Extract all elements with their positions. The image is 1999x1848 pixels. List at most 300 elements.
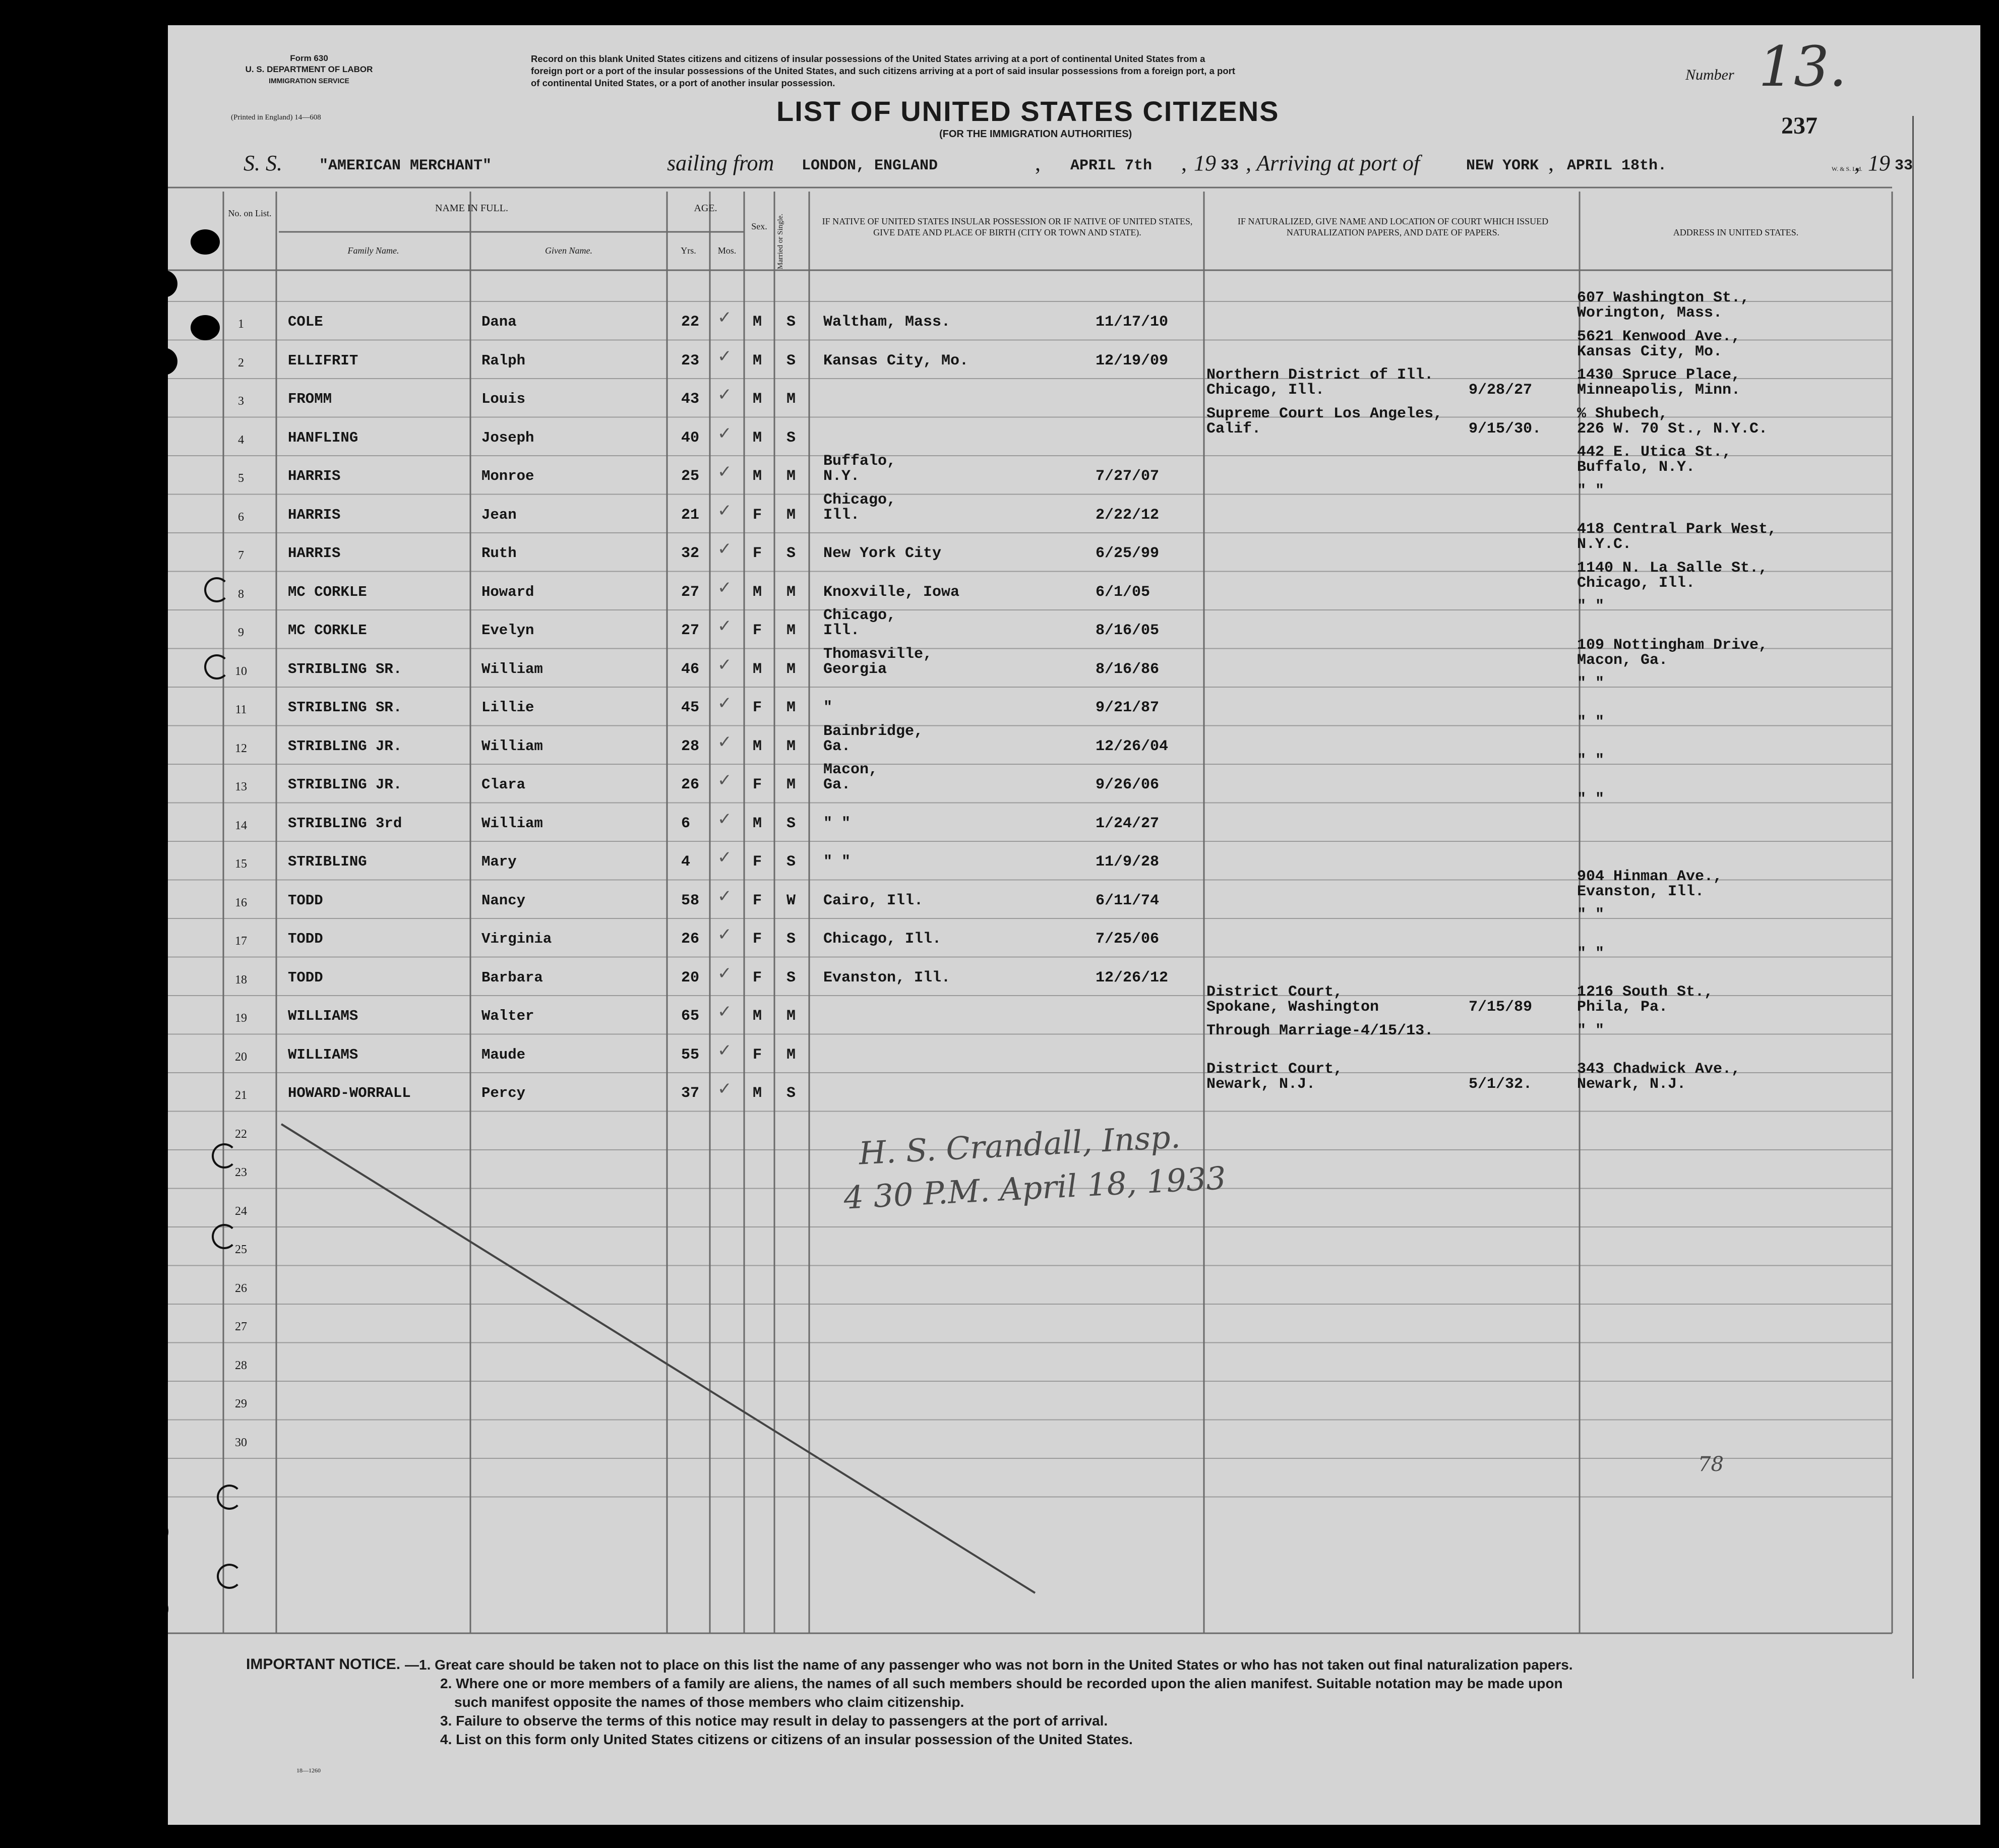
row-number: 3 xyxy=(238,395,244,408)
binder-hole xyxy=(141,1595,168,1623)
address-line-1: 418 Central Park West, xyxy=(1577,521,1777,538)
age-years: 46 xyxy=(681,660,700,678)
binder-hole xyxy=(120,1173,147,1200)
address-line-1: " " xyxy=(1577,752,1605,769)
check-mark: ✓ xyxy=(717,847,732,868)
birth-date: 11/9/28 xyxy=(1096,853,1160,871)
row-number: 11 xyxy=(235,703,247,716)
birth-place: " " xyxy=(823,853,851,871)
notice-item-1: —1. Great care should be taken not to place on this list the name of any passenger who was not born in the United States or who has not taken out final naturalization papers. xyxy=(405,1657,1573,1673)
department: U. S. DEPARTMENT OF LABOR xyxy=(245,65,373,74)
naturalization-court: District Court, xyxy=(1206,1061,1343,1078)
sex: M xyxy=(753,352,762,369)
age-years: 65 xyxy=(681,1008,700,1025)
marital-status: S xyxy=(786,314,796,331)
marital-status: W xyxy=(786,892,796,909)
comma-3: , xyxy=(1548,151,1554,175)
birth-place: Bainbridge, xyxy=(823,722,924,740)
header-list-no: No. on List. xyxy=(228,208,272,218)
header-family-name: Family Name. xyxy=(347,245,399,256)
row-number: 26 xyxy=(235,1281,247,1295)
comma-2: , xyxy=(1181,151,1187,175)
family-name: FROMM xyxy=(288,391,332,407)
birth-place: Waltham, Mass. xyxy=(823,314,951,331)
age-years: 37 xyxy=(681,1085,700,1102)
naturalization-court: Supreme Court Los Angeles, xyxy=(1206,405,1443,422)
row-number: 25 xyxy=(235,1243,247,1256)
family-name: TODD xyxy=(288,969,323,986)
birth-date: 6/25/99 xyxy=(1096,545,1160,562)
family-name: STRIBLING xyxy=(288,853,367,870)
birth-place: New York City xyxy=(823,545,942,562)
marital-status: M xyxy=(786,1046,796,1064)
birth-date: 12/19/09 xyxy=(1096,352,1169,369)
list-number: 13. xyxy=(1759,34,1847,99)
row-number: 7 xyxy=(238,549,244,562)
notice-item-2: 2. Where one or more members of a family are aliens, the names of all such members should be recorded upon the alien manifest. Suitable notation may be made upon xyxy=(440,1676,1563,1691)
given-name: Lillie xyxy=(481,699,534,716)
birth-place: Chicago, xyxy=(823,491,896,509)
marital-status: M xyxy=(786,506,796,524)
naturalization-date: 9/15/30. xyxy=(1469,420,1542,438)
given-name: Dana xyxy=(481,314,517,330)
birth-date: 7/25/06 xyxy=(1096,931,1160,948)
age-years: 45 xyxy=(681,699,700,716)
birth-place-line-2: Ga. xyxy=(823,776,851,793)
birth-place: Chicago, xyxy=(823,607,896,624)
check-mark: ✓ xyxy=(717,770,732,790)
birth-place: Evanston, Ill. xyxy=(823,969,951,987)
binder-hole xyxy=(217,1564,242,1589)
sex: M xyxy=(753,583,762,601)
address-line-1: " " xyxy=(1577,713,1605,731)
marital-status: S xyxy=(786,853,796,871)
sex: F xyxy=(753,853,762,871)
departure-port: LONDON, ENGLAND xyxy=(802,157,938,174)
form-number: Form 630 xyxy=(290,53,328,63)
check-mark: ✓ xyxy=(717,886,732,906)
sex: M xyxy=(753,314,762,331)
birth-place-line-2: N.Y. xyxy=(823,468,860,485)
binder-hole xyxy=(120,1255,147,1282)
notice-item-3: 3. Failure to observe the terms of this notice may result in delay to passengers at the port of arrival. xyxy=(440,1713,1108,1729)
sex: M xyxy=(753,1008,762,1025)
age-years: 20 xyxy=(681,969,700,987)
birth-place: Knoxville, Iowa xyxy=(823,583,960,601)
check-mark: ✓ xyxy=(717,1002,732,1022)
marital-status: S xyxy=(786,815,796,832)
check-mark: ✓ xyxy=(717,963,732,983)
row-number: 18 xyxy=(235,973,247,987)
row-number: 28 xyxy=(235,1359,247,1372)
family-name: TODD xyxy=(288,931,323,947)
record-line-3: of continental United States, or a port of another insular possession. xyxy=(531,78,835,88)
age-years: 40 xyxy=(681,429,700,447)
sex: F xyxy=(753,622,762,639)
check-mark: ✓ xyxy=(717,423,732,444)
naturalization-location: Calif. xyxy=(1206,420,1261,438)
page-number: 237 xyxy=(1781,112,1818,139)
address-line-2: Chicago, Ill. xyxy=(1577,574,1695,592)
naturalization-date: 9/28/27 xyxy=(1469,382,1533,399)
header-age: AGE. xyxy=(694,203,717,214)
header-mos: Mos. xyxy=(717,245,737,256)
address-line-1: 904 Hinman Ave., xyxy=(1577,868,1723,885)
marital-status: M xyxy=(786,776,796,793)
family-name: STRIBLING 3rd xyxy=(288,815,402,832)
naturalization-court: Northern District of Ill. xyxy=(1206,366,1434,384)
family-name: ELLIFRIT xyxy=(288,352,358,369)
address-line-1: 343 Chadwick Ave., xyxy=(1577,1061,1741,1078)
marital-status: M xyxy=(786,699,796,716)
naturalization-court: District Court, xyxy=(1206,983,1343,1001)
birth-place: Macon, xyxy=(823,761,878,778)
marital-status: M xyxy=(786,622,796,639)
address-line-1: " " xyxy=(1577,482,1605,500)
age-years: 21 xyxy=(681,506,700,524)
sex: F xyxy=(753,506,762,524)
header-married-single: Married or Single. xyxy=(776,213,784,270)
footer-code: 18—1260 xyxy=(296,1767,321,1774)
address-line-2: Minneapolis, Minn. xyxy=(1577,382,1741,399)
naturalization-location: Chicago, Ill. xyxy=(1206,382,1325,399)
family-name: STRIBLING SR. xyxy=(288,699,402,716)
sex: M xyxy=(753,815,762,832)
row-number: 4 xyxy=(238,433,244,447)
sex: F xyxy=(753,892,762,909)
row-number: 13 xyxy=(235,780,247,793)
address-line-1: 109 Nottingham Drive, xyxy=(1577,636,1768,654)
binder-hole xyxy=(191,229,220,255)
marital-status: M xyxy=(786,391,796,408)
birth-place: " " xyxy=(823,815,851,832)
check-mark: ✓ xyxy=(717,462,732,482)
age-years: 26 xyxy=(681,776,700,793)
birth-place: " xyxy=(823,699,833,716)
row-number: 20 xyxy=(235,1050,247,1064)
age-years: 32 xyxy=(681,545,700,562)
marital-status: M xyxy=(786,468,796,485)
notice-item-4: 4. List on this form only United States citizens or citizens of an insular possession of the United States. xyxy=(440,1732,1133,1747)
age-years: 58 xyxy=(681,892,700,909)
birth-date: 7/27/07 xyxy=(1096,468,1160,485)
address-line-2: N.Y.C. xyxy=(1577,536,1632,553)
row-number: 21 xyxy=(235,1089,247,1102)
age-years: 22 xyxy=(681,314,700,331)
given-name: Walter xyxy=(481,1008,534,1024)
given-name: Ralph xyxy=(481,352,526,369)
arrival-date: APRIL 18th. xyxy=(1567,157,1667,174)
row-number: 27 xyxy=(235,1320,247,1333)
row-number: 9 xyxy=(238,626,244,639)
family-name: HANFLING xyxy=(288,429,358,446)
printed-note: (Printed in England) 14—608 xyxy=(231,113,321,121)
age-years: 26 xyxy=(681,931,700,948)
marital-status: S xyxy=(786,545,796,562)
comma-4: , xyxy=(1854,151,1860,175)
departure-year: 33 xyxy=(1221,157,1239,174)
row-number: 23 xyxy=(235,1166,247,1179)
inspector-signature: H. S. Crandall, Insp. xyxy=(858,1118,1181,1172)
binder-hole xyxy=(212,1143,237,1168)
age-years: 55 xyxy=(681,1046,700,1064)
header-sex: Sex. xyxy=(751,221,767,231)
row-number: 6 xyxy=(238,510,244,524)
check-mark: ✓ xyxy=(717,925,732,945)
family-name: STRIBLING JR. xyxy=(288,737,402,755)
year-prefix-1: 19 xyxy=(1194,151,1216,175)
printer-mark: W. & S. Ltd. xyxy=(1832,165,1862,172)
binder-hole xyxy=(204,577,229,602)
marital-status: S xyxy=(786,429,796,447)
marital-status: M xyxy=(786,737,796,755)
age-years: 27 xyxy=(681,622,700,639)
address-line-2: Macon, Ga. xyxy=(1577,651,1668,669)
age-years: 6 xyxy=(681,815,691,832)
check-mark: ✓ xyxy=(717,809,732,829)
birth-place-line-2: Ga. xyxy=(823,737,851,755)
row-number: 5 xyxy=(238,472,244,485)
header-address: ADDRESS IN UNITED STATES. xyxy=(1673,227,1799,237)
birth-place-line-2: Ill. xyxy=(823,506,860,524)
ship-name: "AMERICAN MERCHANT" xyxy=(319,157,492,174)
birth-place: Kansas City, Mo. xyxy=(823,352,969,369)
address-line-1: 5621 Kenwood Ave., xyxy=(1577,328,1741,345)
row-number: 16 xyxy=(235,896,247,909)
given-name: William xyxy=(481,815,543,832)
address-line-2: Kansas City, Mo. xyxy=(1577,343,1723,360)
given-name: Joseph xyxy=(481,429,534,446)
birth-place-line-2: Ill. xyxy=(823,622,860,639)
given-name: Barbara xyxy=(481,969,543,986)
header-given-name: Given Name. xyxy=(545,245,592,256)
address-line-1: " " xyxy=(1577,906,1605,923)
given-name: Percy xyxy=(481,1085,526,1101)
check-mark: ✓ xyxy=(717,616,732,636)
age-years: 23 xyxy=(681,352,700,369)
sex: F xyxy=(753,969,762,987)
binder-hole xyxy=(204,654,229,680)
row-number: 10 xyxy=(235,664,247,678)
naturalization-location: Newark, N.J. xyxy=(1206,1076,1316,1093)
page-edge-line xyxy=(1912,116,1914,1679)
family-name: HARRIS xyxy=(288,468,341,484)
naturalization-date: 7/15/89 xyxy=(1469,999,1533,1016)
age-years: 4 xyxy=(681,853,691,871)
address-line-1: 1140 N. La Salle St., xyxy=(1577,559,1768,577)
inspection-time: 4 30 P.M. April 18, 1933 xyxy=(842,1159,1227,1216)
check-mark: ✓ xyxy=(717,385,732,405)
naturalization-court: Through Marriage-4/15/13. xyxy=(1206,1022,1434,1039)
family-name: MC CORKLE xyxy=(288,622,367,639)
given-name: Nancy xyxy=(481,892,526,909)
address-line-2: Worington, Mass. xyxy=(1577,304,1723,322)
form-header-left xyxy=(238,53,380,86)
check-mark: ✓ xyxy=(717,1079,732,1099)
given-name: Ruth xyxy=(481,545,517,562)
binder-hole xyxy=(217,1485,242,1510)
birth-place: Buffalo, xyxy=(823,453,896,470)
address-line-1: " " xyxy=(1577,598,1605,615)
address-line-1: 1430 Spruce Place, xyxy=(1577,366,1741,384)
address-line-2: Evanston, Ill. xyxy=(1577,883,1705,900)
header-yrs: Yrs. xyxy=(681,245,696,256)
marital-status: S xyxy=(786,969,796,987)
binder-hole xyxy=(212,1224,237,1249)
sex: M xyxy=(753,660,762,678)
sex: F xyxy=(753,1046,762,1064)
birth-place: Thomasville, xyxy=(823,645,933,663)
row-number: 12 xyxy=(235,742,247,755)
given-name: Jean xyxy=(481,506,517,523)
family-name: COLE xyxy=(288,314,323,330)
header-naturalization: IF NATURALIZED, GIVE NAME AND LOCATION OF COURT WHICH ISSUED NATURALIZATION PAPERS, AND DATE OF PAPERS. xyxy=(1237,216,1549,237)
marital-status: M xyxy=(786,660,796,678)
row-number: 24 xyxy=(235,1204,247,1218)
check-mark: ✓ xyxy=(717,693,732,713)
check-mark: ✓ xyxy=(717,1040,732,1061)
sex: M xyxy=(753,391,762,408)
check-mark: ✓ xyxy=(717,307,732,328)
age-years: 25 xyxy=(681,468,700,485)
departure-date: APRIL 7th xyxy=(1070,157,1153,174)
family-name: MC CORKLE xyxy=(288,583,367,600)
family-name: WILLIAMS xyxy=(288,1046,358,1063)
sex: M xyxy=(753,1085,762,1102)
arriving-label: , Arriving at port of xyxy=(1246,151,1420,175)
address-line-1: 1216 South St., xyxy=(1577,983,1714,1001)
row-number: 2 xyxy=(238,356,244,369)
address-line-1: " " xyxy=(1577,790,1605,808)
birth-date: 11/17/10 xyxy=(1096,314,1169,331)
page-title: LIST OF UNITED STATES CITIZENS xyxy=(776,95,1280,127)
birth-date: 2/22/12 xyxy=(1096,506,1160,524)
comma-1: , xyxy=(1035,151,1041,175)
given-name: William xyxy=(481,737,543,755)
birth-date: 6/11/74 xyxy=(1096,892,1160,909)
row-number: 30 xyxy=(235,1436,247,1449)
birth-date: 8/16/05 xyxy=(1096,622,1160,639)
family-name: WILLIAMS xyxy=(288,1008,358,1024)
row-number: 15 xyxy=(235,857,247,871)
birth-date: 9/21/87 xyxy=(1096,699,1160,716)
address-line-1: " " xyxy=(1577,945,1605,962)
service: IMMIGRATION SERVICE xyxy=(269,77,349,85)
birth-date: 12/26/12 xyxy=(1096,969,1169,987)
marital-status: S xyxy=(786,1085,796,1102)
check-mark: ✓ xyxy=(717,539,732,559)
birth-date: 9/26/06 xyxy=(1096,776,1160,793)
number-label: Number xyxy=(1685,67,1734,83)
birth-date: 12/26/04 xyxy=(1096,737,1169,755)
row-number: 19 xyxy=(235,1012,247,1025)
given-name: Maude xyxy=(481,1046,526,1063)
address-line-2: Newark, N.J. xyxy=(1577,1076,1686,1093)
row-number: 29 xyxy=(235,1397,247,1410)
row-number: 14 xyxy=(235,819,247,832)
family-name: TODD xyxy=(288,892,323,909)
sex: M xyxy=(753,468,762,485)
given-name: Evelyn xyxy=(481,622,534,639)
marital-status: S xyxy=(786,352,796,369)
age-years: 28 xyxy=(681,737,700,755)
given-name: Howard xyxy=(481,583,534,600)
page-subtitle: (FOR THE IMMIGRATION AUTHORITIES) xyxy=(939,129,1132,140)
marital-status: M xyxy=(786,1008,796,1025)
row-number: 1 xyxy=(238,318,244,331)
record-line-2: foreign port or a port of the insular possessions of the United States, and such citizens arriving at a port of said insular possessions from a foreign port, a port xyxy=(531,66,1235,76)
arrival-year: 33 xyxy=(1895,157,1913,174)
record-instructions xyxy=(531,53,1235,89)
given-name: Louis xyxy=(481,391,526,407)
birth-place-line-2: Georgia xyxy=(823,660,887,678)
birth-place: Chicago, Ill. xyxy=(823,931,942,948)
row-number: 17 xyxy=(235,935,247,948)
notice-title: IMPORTANT NOTICE. xyxy=(246,1656,401,1673)
binder-hole xyxy=(150,270,177,297)
address-line-1: % Shubech, xyxy=(1577,405,1668,422)
birth-date: 6/1/05 xyxy=(1096,583,1150,601)
year-prefix-2: 19 xyxy=(1868,151,1890,175)
age-years: 27 xyxy=(681,583,700,601)
family-name: STRIBLING JR. xyxy=(288,776,402,793)
corner-note: 78 xyxy=(1698,1453,1724,1476)
header-birth: IF NATIVE OF UNITED STATES INSULAR POSSESSION OR IF NATIVE OF UNITED STATES, GIVE DATE AND PLACE OF BIRTH (CITY OR TOWN AND STATE). xyxy=(822,216,1193,237)
header-name-in-full: NAME IN FULL. xyxy=(435,203,508,214)
family-name: HOWARD-WORRALL xyxy=(288,1085,411,1101)
check-mark: ✓ xyxy=(717,346,732,366)
binder-hole xyxy=(141,1518,168,1546)
record-line-1: Record on this blank United States citizens and citizens of insular possessions of the United States arriving at a port of continental United States from a xyxy=(531,53,1205,64)
naturalization-date: 5/1/32. xyxy=(1469,1076,1533,1093)
family-name: HARRIS xyxy=(288,506,341,523)
birth-place: Cairo, Ill. xyxy=(823,892,924,909)
address-line-1: 442 E. Utica St., xyxy=(1577,444,1732,461)
family-name: STRIBLING SR. xyxy=(288,660,402,677)
given-name: Virginia xyxy=(481,931,552,947)
age-years: 43 xyxy=(681,391,700,408)
address-line-2: Phila, Pa. xyxy=(1577,999,1668,1016)
marital-status: S xyxy=(786,931,796,948)
family-name: HARRIS xyxy=(288,545,341,562)
arrival-port: NEW YORK xyxy=(1466,157,1539,174)
binder-hole xyxy=(191,315,220,340)
given-name: Clara xyxy=(481,776,526,793)
marital-status: M xyxy=(786,583,796,601)
notice-item-2-cont: such manifest opposite the names of those members who claim citizenship. xyxy=(454,1694,964,1710)
check-mark: ✓ xyxy=(717,654,732,675)
sailing-from-label: sailing from xyxy=(667,151,774,175)
binder-hole xyxy=(150,348,177,375)
sex: M xyxy=(753,737,762,755)
sex: F xyxy=(753,545,762,562)
check-mark: ✓ xyxy=(717,577,732,598)
given-name: Monroe xyxy=(481,468,534,484)
birth-date: 8/16/86 xyxy=(1096,660,1160,678)
birth-date: 1/24/27 xyxy=(1096,815,1160,832)
address-line-2: Buffalo, N.Y. xyxy=(1577,459,1695,476)
row-number: 22 xyxy=(235,1127,247,1141)
row-number: 8 xyxy=(238,587,244,601)
address-line-2: 226 W. 70 St., N.Y.C. xyxy=(1577,420,1768,438)
address-line-1: " " xyxy=(1577,675,1605,692)
check-mark: ✓ xyxy=(717,500,732,521)
naturalization-location: Spokane, Washington xyxy=(1206,999,1379,1016)
sex: F xyxy=(753,931,762,948)
manifest-page xyxy=(168,25,1980,1825)
ss-label: S. S. xyxy=(244,151,282,175)
sex: F xyxy=(753,776,762,793)
